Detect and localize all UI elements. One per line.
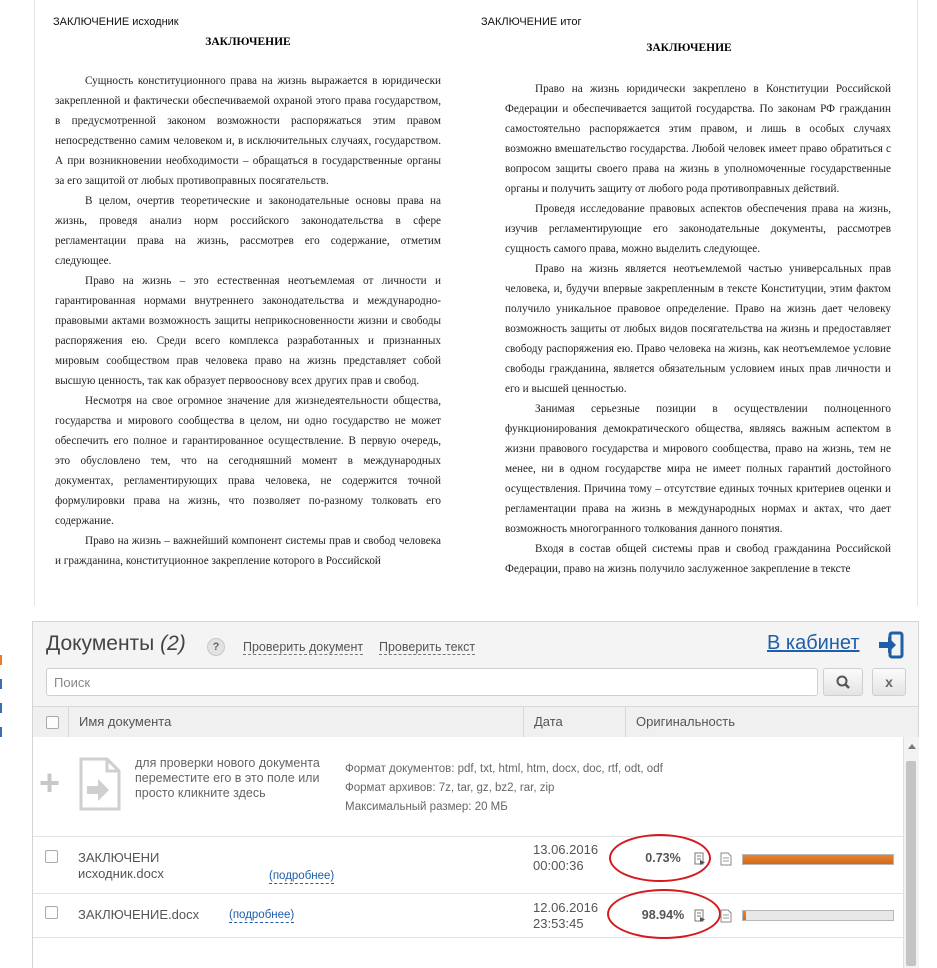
- document-preview-source: [34, 0, 462, 606]
- document-paragraph: В целом, очертив теоретические и законодательные основы права на жизнь, проведя анализ норм российского законодательства в сфере регламентации права на жизнь, рассмотрев его содержание, отметим следующее.: [55, 195, 441, 267]
- document-date: [533, 900, 598, 932]
- widget-header: [33, 622, 918, 666]
- documents-count: (2): [160, 632, 186, 655]
- widget-title-text: Документы: [46, 632, 155, 655]
- date-value: 13.06.2016: [533, 842, 599, 857]
- document-preview-result: [461, 0, 918, 606]
- scroll-thumb[interactable]: [906, 761, 916, 966]
- max-size: Максимальный размер: 20 МБ: [345, 801, 508, 813]
- column-separator: [68, 707, 69, 737]
- login-icon[interactable]: [878, 631, 904, 659]
- document-label: ЗАКЛЮЧЕНИЕ исходник: [53, 16, 179, 28]
- column-header-name[interactable]: Имя документа: [79, 714, 172, 729]
- details-link[interactable]: (подробнее): [269, 870, 335, 882]
- archive-formats: Формат архивов: 7z, tar, gz, bz2, rar, zip: [345, 782, 555, 794]
- documents-list: [33, 737, 903, 968]
- clear-search-button[interactable]: x: [872, 668, 906, 696]
- time-value: 23:53:45: [533, 916, 584, 931]
- document-name[interactable]: ЗАКЛЮЧЕНИЕ.docx: [78, 907, 200, 922]
- time-value: 00:00:36: [533, 858, 584, 873]
- document-paragraph: Право на жизнь – важнейший компонент системы прав и свобод человека и гражданина, конституционное закрепление которого в Российской: [55, 535, 441, 567]
- column-separator: [523, 707, 524, 737]
- originality-bar: [742, 910, 894, 921]
- originality-bar: [742, 854, 894, 865]
- document-paragraph: Занимая серьезные позиции в осуществлении полноценного функционирования демократического общества, являясь важным аспектом в жизни правового государства и мирового сообщества, право на жизнь, тем не менее, ни в одном государстве мира не имеет полных гарантий достойного осуществления. Причина тому – отсутствие единых точных критериев оценки и регламентации права на жизнь в международных нормах и актах, что дает возможность многогранного толкования данного понятия.: [505, 403, 891, 535]
- document-name-line: исходник.docx: [78, 866, 164, 881]
- document-paragraph: Проведя исследование правовых аспектов обеспечения права на жизнь, изучив регламентирующие его законодательные документы, рассмотрев сущность самого права, можно выделить следующее.: [505, 203, 891, 255]
- document-heading: ЗАКЛЮЧЕНИЕ: [205, 36, 291, 48]
- file-icon[interactable]: [720, 909, 732, 923]
- column-header-originality[interactable]: Оригинальность: [636, 714, 736, 729]
- document-body: [505, 79, 891, 579]
- document-heading: ЗАКЛЮЧЕНИЕ: [646, 42, 732, 54]
- upload-dropzone[interactable]: [33, 737, 903, 837]
- search-row: [46, 668, 906, 698]
- documents-widget: [32, 621, 919, 968]
- document-formats: Формат документов: pdf, txt, html, htm, docx, doc, rtf, odt, odf: [345, 763, 663, 775]
- upload-hint: для проверки нового документа переместите его в это поле или просто кликните здесь: [135, 756, 320, 800]
- document-upload-icon: [77, 755, 123, 813]
- document-paragraph: Сущность конституционного права на жизнь выражается в юридически закрепленной и фактически обеспечиваемой охраной этого права государством, в предусмотренной законом возможности распоряжаться этим правом непосредственно самим человеком и, в исключительных случаях, государством. А при возникновении необходимости – обращаться в государственные органы за его защитой от любых противоправных посягательств.: [55, 75, 441, 187]
- date-value: 12.06.2016: [533, 900, 599, 915]
- document-paragraph: Несмотря на свое огромное значение для жизнедеятельности общества, государства и мирового сообщества в целом, ни одно государство не может обеспечить его полное и гарантированное осуществление. В первую очередь, это обусловлено тем, что на сегодняшний момент в международных документах, регламентирующих права человека, не содержится точной формулировки права на жизнь, что позволяет по-разному толковать его содержание.: [55, 395, 441, 527]
- column-separator: [625, 707, 626, 737]
- file-icon[interactable]: [720, 852, 732, 866]
- check-text-link[interactable]: Проверить текст: [379, 640, 476, 654]
- widget-title: [46, 632, 186, 656]
- cabinet-link[interactable]: В кабинет: [767, 632, 860, 654]
- document-paragraph: Право на жизнь является неотъемлемой частью универсальных прав человека, и, будучи впервые закрепленным в тексте Конституции, этим фактом получило уникальное правовое определение. Право на жизнь дает человеку возможность защиты от любых видов посягательства на жизнь и предоставляет свободу распоряжения ею. Право человека на жизнь, как неотъемлемое условие свободы гражданина, является обязательным условием иных прав личности и его и высшей ценностью.: [505, 263, 891, 395]
- document-date: [533, 842, 598, 874]
- document-label: ЗАКЛЮЧЕНИЕ итог: [481, 16, 582, 28]
- side-strip: [0, 655, 3, 765]
- table-header: [33, 706, 918, 738]
- originality-bar-fill: [743, 911, 746, 920]
- originality-bar-fill: [743, 855, 893, 864]
- document-paragraph: Право на жизнь юридически закреплено в Конституции Российской Федерации и обеспечивается защитой государства. По законам РФ гражданин самостоятельно распоряжается этим правом, и лишь в особых случаях возможно вмешательство государства. Любой человек имеет право обратиться с вопросом защиты своего права на жизнь в уполномоченные государственные органы и получить защиту от любого рода противоправных действий.: [505, 83, 891, 195]
- report-icon[interactable]: [694, 909, 706, 923]
- details-link[interactable]: (подробнее): [229, 909, 295, 921]
- report-icon[interactable]: [694, 852, 706, 866]
- document-name-line: ЗАКЛЮЧЕНИ: [78, 850, 160, 865]
- list-scrollbar[interactable]: [903, 737, 919, 968]
- side-strip-mark: [0, 655, 2, 665]
- search-input[interactable]: [46, 668, 818, 696]
- originality-value: 98.94%: [641, 908, 685, 922]
- row-checkbox[interactable]: [45, 906, 58, 919]
- table-row[interactable]: [33, 837, 903, 894]
- search-icon: [824, 669, 864, 695]
- side-strip-mark: [0, 679, 2, 689]
- column-header-date[interactable]: Дата: [534, 714, 563, 729]
- search-button[interactable]: [823, 668, 863, 696]
- row-checkbox[interactable]: [45, 850, 58, 863]
- document-body: [55, 71, 441, 571]
- check-document-link[interactable]: Проверить документ: [243, 640, 364, 654]
- document-paragraph: Право на жизнь – это естественная неотъемлемая от личности и гарантированная нормами внутреннего законодательства и международно-правовыми актами возможность защиты неприкосновенности жизни и свободы распоряжения ею. Среди всего комплекса разработанных и признанных мировым сообществом прав человека право на жизнь представляет собой высшую ценность, так как образует первооснову всех других прав и свобод.: [55, 275, 441, 387]
- document-name[interactable]: [78, 850, 164, 882]
- help-icon[interactable]: ?: [207, 638, 225, 656]
- side-strip-mark: [0, 727, 2, 737]
- scroll-up-icon[interactable]: [908, 744, 916, 749]
- originality-value: 0.73%: [645, 851, 681, 865]
- document-paragraph: Входя в состав общей системы прав и свобод гражданина Российской Федерации, право на жизнь получило заслуженное закрепление в тексте: [505, 543, 891, 575]
- select-all-checkbox[interactable]: [46, 716, 59, 729]
- table-row[interactable]: [33, 894, 903, 938]
- side-strip-mark: [0, 703, 2, 713]
- plus-icon: +: [39, 762, 61, 803]
